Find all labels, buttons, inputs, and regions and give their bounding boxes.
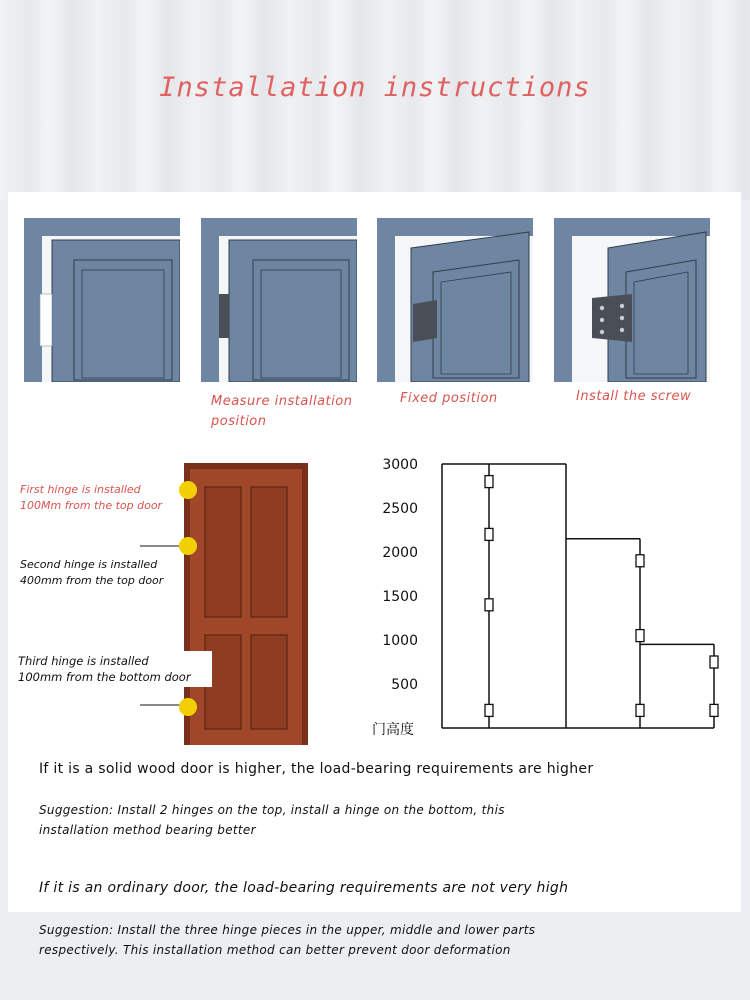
y-tick-label: 3000: [382, 457, 418, 473]
hinge-mark: [636, 630, 644, 642]
step-1-illustration: [24, 218, 180, 382]
hinge-mark: [710, 704, 718, 716]
step-3-caption: Fixed position: [400, 391, 498, 406]
y-tick-label: 500: [391, 677, 418, 693]
step-2-illustration: [201, 218, 357, 382]
hinge-mark: [485, 704, 493, 716]
hinge-mark: [485, 476, 493, 488]
screw-hinge-icon: [592, 294, 632, 342]
hinge-icon: [413, 300, 437, 342]
suggestion-ordinary-door: Suggestion: Install the three hinge pieces in the upper, middle and lower parts respectively. This installation method can better prevent door deformation: [39, 923, 536, 957]
y-tick-label: 2000: [382, 545, 418, 561]
hinge-icon: [219, 294, 229, 338]
y-tick-label: 1500: [382, 589, 418, 605]
hinge-marker-3: [179, 698, 197, 716]
hinge-marker-2: [179, 537, 197, 555]
y-tick-label: 1000: [382, 633, 418, 649]
note-solid-wood: If it is a solid wood door is higher, the load-bearing requirements are higher: [39, 761, 594, 777]
step-4-illustration: [554, 218, 710, 382]
y-tick-label: 2500: [382, 501, 418, 517]
page-title: Installation instructions: [159, 72, 591, 103]
third-hinge-label: Third hinge is installed 100mm from the bottom door: [16, 651, 212, 687]
step-3-illustration: [377, 218, 533, 382]
note-ordinary-door: If it is an ordinary door, the load-bearing requirements are not very high: [39, 880, 569, 896]
hinge-mark: [636, 704, 644, 716]
hinge-mark: [485, 528, 493, 540]
suggestion-solid-wood: Suggestion: Install 2 hinges on the top, install a hinge on the bottom, this installation method bearing better: [39, 803, 505, 837]
first-hinge-label: First hinge is installed 100Mm from the top door: [20, 483, 163, 512]
second-hinge-label: Second hinge is installed 400mm from the top door: [20, 558, 164, 587]
hinge-slot-icon: [40, 294, 52, 346]
hinge-marker-1: [179, 481, 197, 499]
step-2-caption: Measure installation position: [211, 394, 353, 429]
y-axis-label: 门高度: [372, 722, 414, 738]
hinge-mark: [485, 599, 493, 611]
hinge-mark: [636, 555, 644, 567]
step-4-caption: Install the screw: [576, 389, 692, 404]
hinge-mark: [710, 656, 718, 668]
hinge-height-diagram: [350, 448, 730, 748]
